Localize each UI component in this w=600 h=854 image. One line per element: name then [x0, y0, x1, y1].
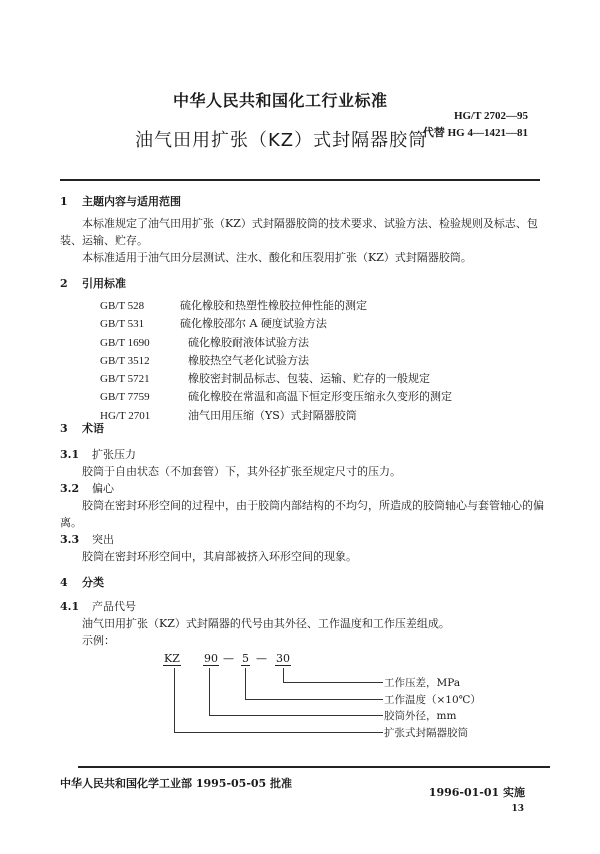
- section-title: 引用标准: [82, 277, 126, 290]
- example-label: 示例：: [82, 634, 115, 647]
- section-title: 主题内容与适用范围: [82, 195, 181, 208]
- replaces-standard: 代替 HG 4—1421—81: [422, 127, 528, 139]
- code-outer-diameter: 90: [204, 652, 218, 665]
- reference-item: GB/T 1690 硫化橡胶耐液体试验方法: [100, 335, 309, 349]
- paragraph-continuation: 装、运输、贮存。: [60, 234, 148, 247]
- leader-line: [283, 668, 284, 683]
- reference-item: GB/T 528 硫化橡胶和热塑性橡胶拉伸性能的测定: [100, 299, 367, 312]
- document-title: 油气田用扩张（KZ）式封隔器胶筒: [135, 130, 428, 151]
- reference-item: GB/T 7759 硫化橡胶在常温和高温下恒定形变压缩永久变形的测定: [100, 390, 452, 404]
- reference-item: GB/T 5721 橡胶密封制品标志、包装、运输、贮存的一般规定: [100, 372, 430, 386]
- section-number: 1: [60, 195, 68, 208]
- definition-text: 胶筒在密封环形空间的过程中，由于胶筒内部结构的不均匀，所造成的胶筒轴心与套管轴心的偏: [82, 499, 544, 512]
- subsection-3-2-heading: 3.2 偏心: [60, 482, 114, 495]
- code-dash: —: [223, 652, 234, 665]
- code-dash: —: [256, 652, 267, 665]
- issuing-body-heading: 中华人民共和国化工行业标准: [173, 91, 388, 110]
- code-pressure: 30: [276, 652, 290, 665]
- section-number: 2: [60, 277, 68, 290]
- approval-line: 中华人民共和国化学工业部 1995-05-05 批准: [60, 777, 293, 790]
- reference-item: HG/T 2701 油气田用压缩（YS）式封隔器胶筒: [100, 408, 357, 422]
- legend-product-type: 扩张式封隔器胶筒: [384, 727, 468, 739]
- page-number: 13: [511, 804, 524, 814]
- section-title: 术语: [82, 422, 104, 435]
- reference-item: GB/T 531 硫化橡胶邵尔 A 硬度试验方法: [100, 317, 327, 331]
- paragraph: 本标准适用于油气田分层测试、注水、酸化和压裂用扩张（KZ）式封隔器胶筒。: [82, 251, 472, 264]
- leader-line: [174, 732, 383, 733]
- legend-temperature: 工作温度（×10℃）: [384, 694, 481, 706]
- leader-line: [283, 682, 383, 683]
- definition-text: 胶筒在密封环形空间中，其肩部被挤入环形空间的现象。: [82, 550, 357, 563]
- definition-text: 胶筒于自由状态（不加套管）下，其外径扩张至规定尺寸的压力。: [82, 465, 401, 478]
- paragraph: 油气田用扩张（KZ）式封隔器的代号由其外径、工作温度和工作压差组成。: [82, 617, 450, 630]
- section-title: 分类: [82, 576, 104, 589]
- legend-outer-diameter: 胶筒外径，mm: [384, 710, 457, 722]
- section-number: 3: [60, 422, 68, 435]
- definition-text-continuation: 离。: [60, 516, 82, 529]
- leader-line: [209, 668, 210, 716]
- code-kz: KZ: [164, 652, 180, 665]
- subsection-3-3-heading: 3.3 突出: [60, 533, 114, 546]
- code-temperature: 5: [242, 652, 249, 665]
- leader-line: [245, 699, 383, 700]
- reference-item: GB/T 3512 橡胶热空气老化试验方法: [100, 353, 309, 367]
- implementation-date: 1996-01-01 实施: [428, 786, 525, 799]
- bottom-divider: [78, 766, 550, 768]
- legend-pressure: 工作压差，MPa: [384, 677, 461, 689]
- section-number: 4: [60, 576, 68, 589]
- standard-number: HG/T 2702—95: [453, 110, 528, 122]
- paragraph: 本标准规定了油气田用扩张（KZ）式封隔器胶筒的技术要求、试验方法、检验规则及标志、包: [82, 217, 538, 230]
- subsection-3-1-heading: 3.1 扩张压力: [60, 448, 136, 461]
- subsection-4-1-heading: 4.1 产品代号: [60, 600, 136, 613]
- leader-line: [174, 668, 175, 733]
- leader-line: [245, 668, 246, 700]
- leader-line: [209, 715, 383, 716]
